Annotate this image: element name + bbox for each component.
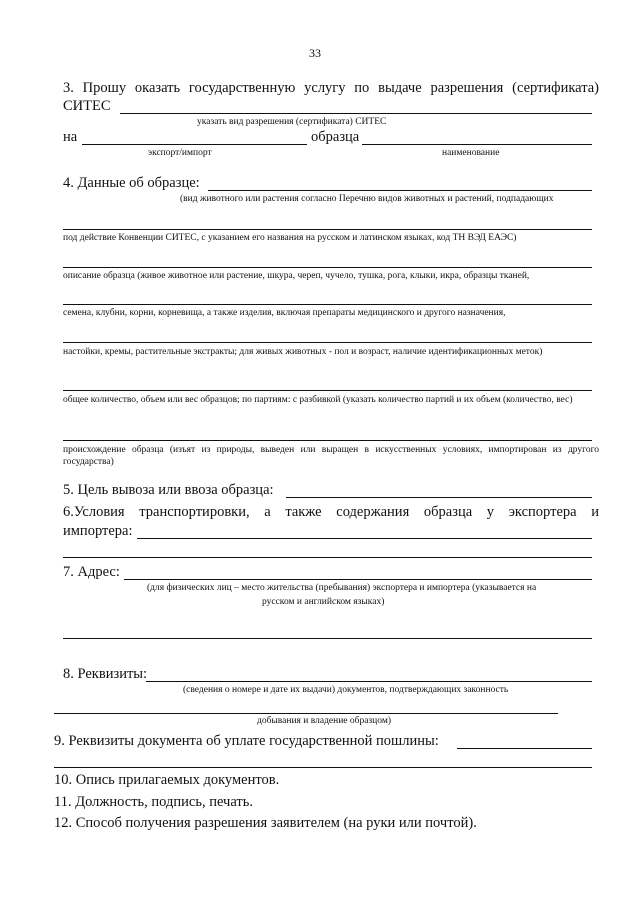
item8-hint2: добывания и владение образцом): [257, 716, 392, 726]
item3-line1: 3. Прошу оказать государственную услугу по выдаче разрешения (сертификата): [63, 80, 599, 96]
item3-na: на: [63, 129, 78, 145]
item5-label: 5. Цель вывоза или ввоза образца:: [63, 482, 274, 498]
page-number: 33: [309, 46, 321, 60]
item9-line: [457, 748, 592, 749]
item6-fill-line2: [63, 557, 592, 558]
item4-line3: [63, 267, 592, 268]
item7-line: [124, 579, 592, 580]
item4-line5: [63, 342, 592, 343]
item7-label: 7. Адрес:: [63, 564, 120, 580]
item3-hint-export: экспорт/импорт: [148, 148, 212, 158]
item8-line: [146, 681, 592, 682]
item9-label: 9. Реквизиты документа об уплате государственной пошлины:: [54, 733, 439, 749]
item4-line6: [63, 390, 592, 391]
item4-hint7: происхождение образца (изъят из природы, выведен или выращен в искусственных условиях, импортирован из другого государства): [63, 445, 599, 467]
item3-cites: СИТЕС: [63, 98, 111, 114]
item4-hint4: семена, клубни, корни, корневища, а также изделия, включая препараты медицинского и другого назначения,: [63, 308, 506, 318]
item4-line7: [63, 440, 592, 441]
item8-hint1: (сведения о номере и дате их выдачи) документов, подтверждающих законность: [183, 685, 509, 695]
item4-label: 4. Данные об образце:: [63, 175, 200, 191]
item8-fill-line: [54, 713, 558, 714]
item4-line2: [63, 229, 592, 230]
item5-line: [286, 497, 592, 498]
item7-hint1: (для физических лиц – место жительства (пребывания) экспортера и импортера (указывается на: [147, 583, 537, 593]
item3-name-line: [362, 144, 592, 145]
item4-hint3: описание образца (живое животное или растение, шкура, череп, чучело, тушка, рога, клыки, икра, образцы тканей,: [63, 271, 530, 281]
item4-hint2: под действие Конвенции СИТЕС, с указанием его названия на русском и латинском языках, код ТН ВЭД ЕАЭС): [63, 233, 517, 243]
item12-label: 12. Способ получения разрешения заявителем (на руки или почтой).: [54, 815, 477, 831]
item6-line1: 6.Условия транспортировки, а также содержания образца у экспортера и: [63, 504, 599, 520]
item3-obraztsa: образца: [311, 129, 360, 145]
item8-label: 8. Реквизиты:: [63, 666, 148, 682]
item4-hint1: (вид животного или растения согласно Перечню видов животных и растений, подпадающих: [180, 194, 554, 204]
item11-label: 11. Должность, подпись, печать.: [54, 794, 253, 810]
item3-export-line: [82, 144, 307, 145]
item3-hint-type: указать вид разрешения (сертификата) СИТЕС: [197, 117, 387, 127]
item7-hint2: русском и английском языках): [262, 597, 385, 607]
item6-fill-line1: [137, 538, 592, 539]
item7-fill-line: [63, 638, 592, 639]
item4-hint5: настойки, кремы, растительные экстракты; для живых животных - пол и возраст, наличие идентификационных меток): [63, 347, 543, 357]
item4-line1: [208, 190, 592, 191]
item10-label: 10. Опись прилагаемых документов.: [54, 772, 280, 788]
item9-fill-line: [54, 767, 592, 768]
item4-hint6: общее количество, объем или вес образцов; по партиям: с разбивкой (указать количество партий и их объем (количество, вес): [63, 395, 573, 405]
item3-type-line: [120, 113, 592, 114]
item3-hint-name: наименование: [442, 148, 500, 158]
item4-line4: [63, 304, 592, 305]
item6-line2: импортера:: [63, 523, 133, 539]
